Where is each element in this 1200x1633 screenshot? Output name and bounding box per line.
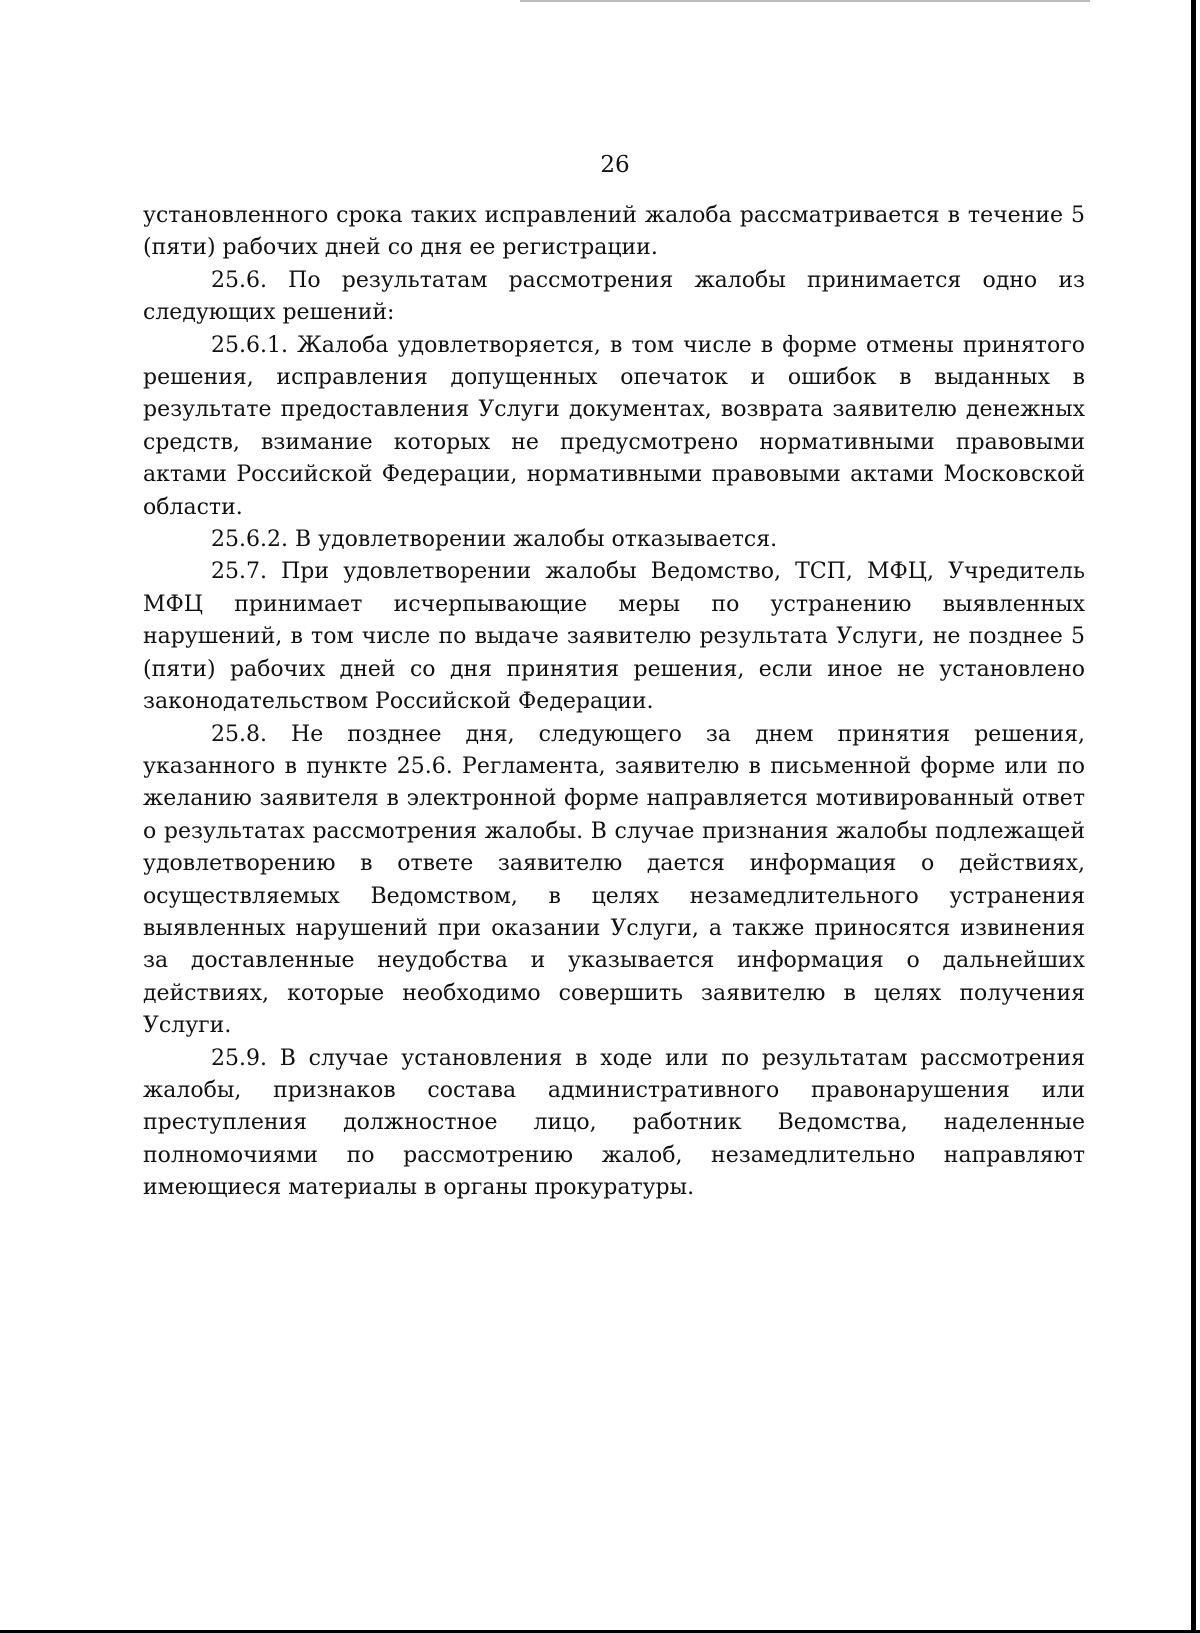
paragraph-continuation: установленного срока таких исправлений жалоба рассматривается в течение 5 (пяти) рабочих дней со дня ее регистрации. xyxy=(143,203,1085,261)
scan-edge-top xyxy=(520,0,1090,2)
paragraph-25-6-2: 25.6.2. В удовлетворении жалобы отказывается. xyxy=(211,527,778,553)
paragraph-25-6: 25.6. По результатам рассмотрения жалобы принимается одно из следующих решений: xyxy=(143,267,1085,326)
page-number: 26 xyxy=(600,152,630,178)
paragraph-25-6-1: 25.6.1. Жалоба удовлетворяется, в том числе в форме отмены принятого решения, исправления допущенных опечаток и ошибок в выданных в результате предоставления Услуги документах, возврата заявителю денежных средств, взимание которых не предусмотрено нормативными правовыми актами Российской Федерации, нормативными правовыми актами Московской области. xyxy=(143,332,1085,520)
scan-edge-right xyxy=(1191,0,1196,1633)
paragraph-25-9: 25.9. В случае установления в ходе или по результатам рассмотрения жалобы, признаков состава административного правонарушения или преступления должностное лицо, работник Ведомства, наделенные полномочиями по рассмотрению жалоб, незамедлительно направляют имеющиеся материалы в органы прокуратуры. xyxy=(143,1045,1085,1201)
paragraph-25-7: 25.7. При удовлетворении жалобы Ведомство, ТСП, МФЦ, Учредитель МФЦ принимает исчерпывающие меры по устранению выявленных нарушений, в том числе по выдаче заявителю результата Услуги, не позднее 5 (пяти) рабочих дней со дня принятия решения, если иное не установлено законодательством Российской Федерации. xyxy=(143,559,1085,715)
paragraph-25-8: 25.8. Не позднее дня, следующего за днем принятия решения, указанного в пункте 25.6. Регламента, заявителю в письменной форме или по желанию заявителя в электронной форме направляется мотивированный ответ о результатах рассмотрения жалобы. В случае признания жалобы подлежащей удовлетворению в ответе заявителю дается информация о действиях, осуществляемых Ведомством, в целях незамедлительного устранения выявленных нарушений при оказании Услуги, а также приносятся извинения за доставленные неудобства и указывается информация о дальнейших действиях, которые необходимо совершить заявителю в целях получения Услуги. xyxy=(143,721,1085,1039)
document-body xyxy=(143,200,1085,1205)
